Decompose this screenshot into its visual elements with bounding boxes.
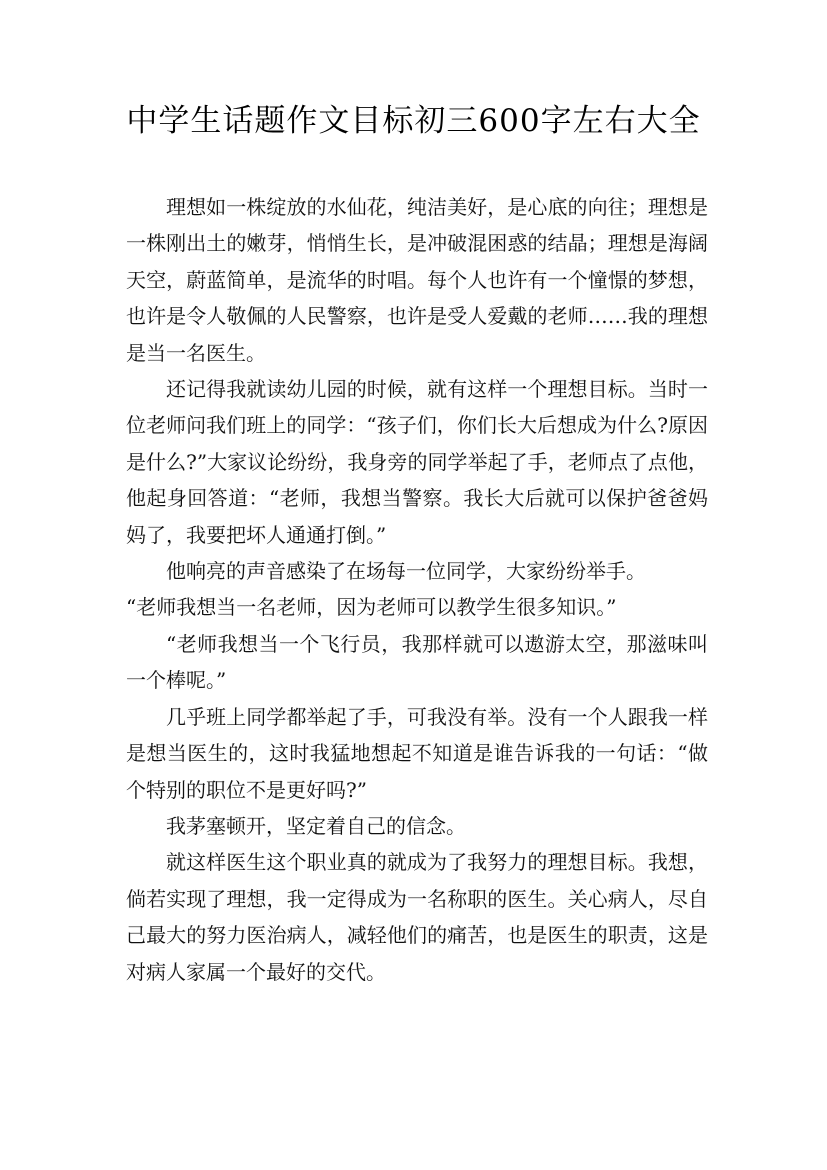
paragraph-3: 他响亮的声音感染了在场每一位同学，大家纷纷举手。 (166, 559, 646, 584)
paragraph-1: 理想如一株绽放的水仙花，纯洁美好，是心底的向往；理想是一株刚出土的嫩芽，悄悄生长，是冲破混困惑的结晶；理想是海阔天空，蔚蓝简单，是流华的时唱。每个人也许有一个憧憬的梦想，也许是令人敬佩的人民警察，也许是受人爱戴的老师……我的理想是当一名医生。 (126, 195, 708, 365)
document-body (126, 189, 708, 990)
paragraph-2: 还记得我就读幼儿园的时候，就有这样一个理想目标。当时一位老师问我们班上的同学：“孩子们，你们长大后想成为什么?原因是什么?”大家议论纷纷，我身旁的同学举起了手，老师点了点他，他起身回答道：“老师，我想当警察。我长大后就可以保护爸爸妈妈了，我要把坏人通通打倒。” (126, 377, 708, 547)
paragraph-5: “老师我想当一个飞行员，我那样就可以遨游太空，那滋味叫一个棒呢。” (126, 631, 708, 693)
document-title: 中学生话题作文目标初三600字左右大全 (126, 103, 701, 139)
paragraph-6: 几乎班上同学都举起了手，可我没有举。没有一个人跟我一样是想当医生的，这时我猛地想起不知道是谁告诉我的一句话：“做个特别的职位不是更好吗?” (126, 704, 708, 802)
paragraph-4: “老师我想当一名老师，因为老师可以教学生很多知识。” (126, 595, 617, 620)
paragraph-7: 我茅塞顿开，坚定着自己的信念。 (166, 813, 466, 838)
paragraph-8: 就这样医生这个职业真的就成为了我努力的理想目标。我想，倘若实现了理想，我一定得成为一名称职的医生。关心病人，尽自己最大的努力医治病人，减轻他们的痛苦，也是医生的职责，这是对病人家属一个最好的交代。 (126, 850, 708, 984)
